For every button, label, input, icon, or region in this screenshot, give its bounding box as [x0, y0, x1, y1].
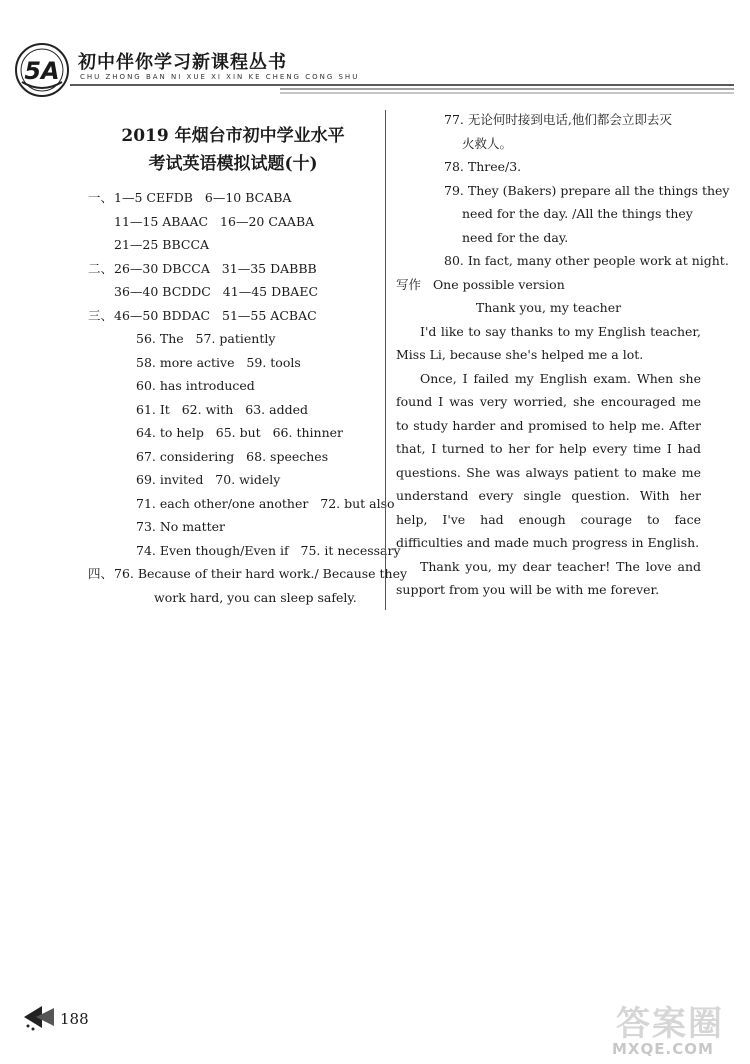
answer-text: 11—15 ABAAC 16—20 CAABA	[114, 213, 315, 229]
essay-paragraph: Once, I failed my English exam. When she found I was very worried, she encouraged me to study harder and promised to help me. After that, I turned to her for help every time I had questions. She was always patient to make me understand every single question. With her help, I've had enough courage to face difficulties and made much progress in English.	[396, 370, 701, 550]
answer-line	[88, 233, 378, 257]
column-divider	[385, 110, 386, 610]
writing-label: 写作	[396, 276, 422, 292]
watermark-logo: 答案圈	[616, 1004, 724, 1044]
answer-line	[88, 374, 378, 398]
answer-list-right	[396, 108, 730, 273]
answer-text: 46—50 BDDAC 51—55 ACBAC	[114, 307, 317, 323]
answer-line: 78. Three/3.	[444, 159, 522, 174]
answer-line	[88, 586, 378, 610]
exam-title-line2: 考试英语模拟试题(十)	[148, 154, 318, 174]
answer-text: 60. has introduced	[136, 378, 255, 393]
answer-text: 58. more active 59. tools	[136, 354, 301, 370]
answer-text: 64. to help 65. but 66. thinner	[136, 425, 343, 440]
page-header	[14, 36, 734, 98]
essay-paragraph: Thank you, my dear teacher! The love and support from you will be with me forever.	[396, 558, 701, 597]
answer-line: 80. In fact, many other people work at night.	[444, 253, 729, 268]
answer-list-left	[88, 186, 408, 609]
answer-text: 73. No matter	[136, 519, 226, 534]
header-rule	[70, 84, 734, 98]
svg-text:5A: 5A	[24, 57, 60, 85]
left-column	[88, 122, 408, 609]
answer-line	[88, 280, 378, 304]
answer-text: 67. considering 68. speeches	[136, 448, 329, 464]
answer-line	[88, 562, 408, 586]
section-label: 二、	[88, 260, 114, 276]
section-label: 一、	[88, 190, 114, 205]
answer-line	[88, 515, 378, 539]
exam-title-line1: 2019 年烟台市初中学业水平	[121, 126, 345, 146]
answer-line	[88, 210, 378, 234]
answer-text: 71. each other/one another 72. but also	[136, 495, 395, 511]
answer-text: 56. The 57. patiently	[136, 331, 276, 346]
answer-line	[88, 186, 378, 210]
answer-line	[88, 468, 378, 492]
right-column	[396, 108, 730, 602]
answer-line	[88, 351, 378, 375]
answer-text: 21—25 BBCCA	[114, 237, 210, 252]
watermark-url: MXQE.COM	[612, 1040, 714, 1058]
answer-line: need for the day.	[462, 229, 569, 245]
answer-line	[88, 421, 378, 445]
answer-text: 69. invited 70. widely	[136, 472, 281, 487]
series-pinyin: CHU ZHONG BAN NI XUE XI XIN KE CHENG CONG SHU	[80, 73, 360, 81]
answer-text: 1—5 CEFDB 6—10 BCABA	[114, 190, 292, 205]
essay-body	[396, 320, 701, 602]
answer-text: 74. Even though/Even if 75. it necessary	[136, 542, 401, 558]
answer-line: 79. They (Bakers) prepare all the things they	[444, 182, 730, 198]
essay-paragraph: I'd like to say thanks to my English teacher, Miss Li, because she's helped me a lot.	[396, 323, 701, 362]
essay-title: Thank you, my teacher	[475, 300, 622, 315]
writing-version: One possible version	[432, 276, 565, 292]
answer-text: 36—40 BCDDC 41—45 DBAEC	[114, 284, 319, 299]
answer-line: 77. 无论何时接到电话,他们都会立即去灭	[444, 112, 672, 127]
answer-line	[88, 492, 395, 516]
writing-heading	[396, 273, 701, 297]
answer-line	[88, 539, 401, 563]
answer-text: 76. Because of their hard work./ Because they	[114, 566, 408, 581]
answer-text: 26—30 DBCCA 31—35 DABBB	[114, 260, 317, 276]
answer-line	[88, 398, 378, 422]
answer-line: need for the day. /All the things they	[462, 206, 693, 221]
answer-line	[88, 327, 378, 351]
double-arrow-left-icon	[22, 1002, 58, 1032]
series-name: 初中伴你学习新课程丛书	[78, 52, 287, 73]
answer-text: 61. It 62. with 63. added	[136, 401, 308, 417]
section-label: 三、	[88, 307, 114, 323]
answer-text: work hard, you can sleep safely.	[154, 589, 357, 605]
book-series-logo-icon	[14, 42, 70, 98]
answer-line: 火救人。	[462, 135, 513, 151]
page-number: 188	[60, 1010, 89, 1028]
answer-line	[88, 445, 378, 469]
answer-line	[88, 257, 378, 281]
answer-line	[88, 304, 378, 328]
section-label: 四、	[88, 566, 114, 581]
page-footer	[22, 1000, 122, 1040]
